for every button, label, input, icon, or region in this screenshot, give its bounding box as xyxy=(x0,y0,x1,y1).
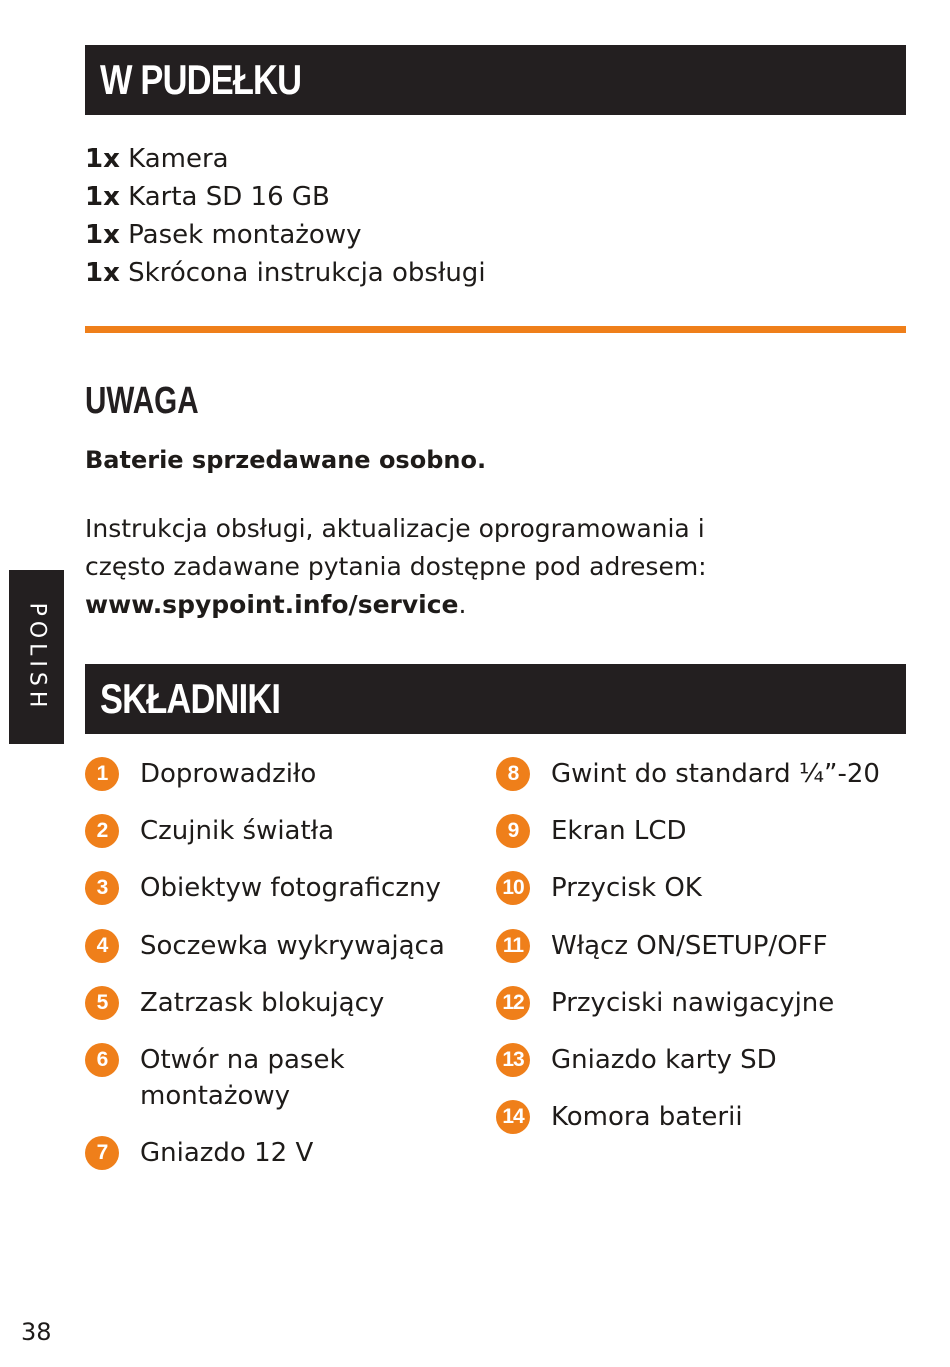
page-number: 38 xyxy=(21,1318,52,1346)
number-badge: 7 xyxy=(85,1136,119,1170)
list-item xyxy=(496,1042,906,1078)
item-label: Skrócona instrukcja obsługi xyxy=(119,258,486,288)
list-item xyxy=(85,216,486,254)
item-quantity: 1x xyxy=(85,182,120,212)
components-title: SKŁADNIKI xyxy=(100,675,281,722)
component-label: Zatrzask blokujący xyxy=(140,988,385,1018)
number-badge: 4 xyxy=(85,929,119,963)
warning-url-line xyxy=(85,586,707,624)
item-quantity: 1x xyxy=(85,220,120,250)
component-label: Soczewka wykrywająca xyxy=(140,931,445,961)
warning-line: Instrukcja obsługi, aktualizacje oprogramowania i xyxy=(85,514,705,543)
list-item xyxy=(85,140,486,178)
component-label: Gniazdo 12 V xyxy=(140,1138,314,1168)
number-badge: 6 xyxy=(85,1043,119,1077)
item-quantity: 1x xyxy=(85,144,120,174)
language-tab xyxy=(9,570,64,744)
item-label: Kamera xyxy=(119,144,229,174)
number-badge: 3 xyxy=(85,871,119,905)
component-label: Obiektyw fotograficzny xyxy=(140,873,441,903)
list-item xyxy=(496,985,906,1021)
component-label: Gwint do standard ¼”-20 xyxy=(551,759,880,789)
number-badge: 9 xyxy=(496,814,530,848)
list-item xyxy=(85,1042,475,1114)
warning-line: często zadawane pytania dostępne pod adresem: xyxy=(85,552,707,581)
box-contents-banner xyxy=(85,45,906,115)
box-contents-title: W PUDEŁKU xyxy=(100,56,302,103)
list-item xyxy=(496,870,906,906)
service-url[interactable]: www.spypoint.info/service xyxy=(85,590,459,619)
components-banner xyxy=(85,664,906,734)
list-item xyxy=(85,1135,475,1171)
component-label: Przycisk OK xyxy=(551,873,702,903)
component-label: Ekran LCD xyxy=(551,816,687,846)
component-label: Gniazdo karty SD xyxy=(551,1045,777,1075)
number-badge: 5 xyxy=(85,986,119,1020)
component-label: Komora baterii xyxy=(551,1102,743,1132)
language-label: POLISH xyxy=(24,602,49,712)
warning-paragraph xyxy=(85,510,707,624)
component-label: Doprowadziło xyxy=(140,759,317,789)
number-badge: 12 xyxy=(496,986,530,1020)
list-item xyxy=(496,813,906,849)
component-label: Czujnik światła xyxy=(140,816,335,846)
number-badge: 8 xyxy=(496,757,530,791)
number-badge: 2 xyxy=(85,814,119,848)
item-label: Karta SD 16 GB xyxy=(119,182,330,212)
number-badge: 1 xyxy=(85,757,119,791)
component-label: Przyciski nawigacyjne xyxy=(551,988,835,1018)
box-contents-list xyxy=(85,140,486,292)
list-item xyxy=(85,870,475,906)
list-item xyxy=(85,928,475,964)
list-item xyxy=(85,178,486,216)
number-badge: 14 xyxy=(496,1100,530,1134)
list-item xyxy=(85,813,475,849)
list-item xyxy=(85,985,475,1021)
list-item xyxy=(85,254,486,292)
item-label: Pasek montażowy xyxy=(119,220,362,250)
list-item xyxy=(496,756,906,792)
component-label: Otwór na pasek montażowy xyxy=(140,1045,345,1111)
list-item xyxy=(496,928,906,964)
url-suffix: . xyxy=(458,590,467,619)
section-divider xyxy=(85,326,906,333)
warning-batteries-note: Baterie sprzedawane osobno. xyxy=(85,446,487,474)
component-label: Włącz ON/SETUP/OFF xyxy=(551,931,828,961)
number-badge: 11 xyxy=(496,929,530,963)
list-item xyxy=(496,1099,906,1135)
number-badge: 10 xyxy=(496,871,530,905)
list-item xyxy=(85,756,475,792)
warning-heading: UWAGA xyxy=(85,380,199,422)
number-badge: 13 xyxy=(496,1043,530,1077)
item-quantity: 1x xyxy=(85,258,120,288)
